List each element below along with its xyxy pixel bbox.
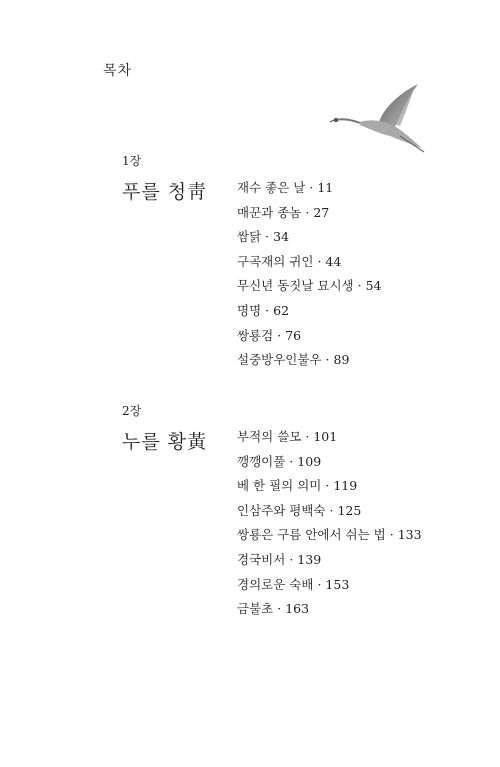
entry-page: 89 — [333, 352, 350, 368]
entry-title: 금불초 — [237, 601, 274, 617]
entry-separator: · — [265, 229, 270, 245]
entry-page: 62 — [273, 302, 290, 318]
crane-illustration — [330, 82, 425, 154]
toc-entry — [237, 274, 382, 299]
entry-title: 깽깽이풀 — [237, 453, 286, 469]
chapter-title: 누를 황黃 — [122, 431, 208, 453]
entry-title: 부적의 쓸모 — [237, 429, 302, 444]
chapter-title: 푸를 청靑 — [122, 181, 208, 203]
entry-title: 무신년 동짓날 묘시생 — [237, 278, 354, 294]
toc-entry — [237, 176, 382, 201]
entry-title: 매꾼과 종놈 — [237, 204, 302, 220]
entry-page: 133 — [397, 527, 422, 543]
toc-entry — [237, 324, 382, 349]
chapter-entries — [237, 176, 382, 373]
toc-entry — [237, 225, 382, 250]
chapter-label: 1장 — [122, 154, 142, 168]
entry-separator: · — [357, 278, 362, 294]
entry-title: 경의로운 숙배 — [237, 576, 314, 592]
toc-entry — [237, 548, 422, 573]
toc-entry — [237, 299, 382, 324]
toc-entry — [237, 250, 382, 275]
entry-title: 쌍룡검 — [237, 327, 274, 343]
toc-entry — [237, 450, 422, 475]
entry-page: 153 — [325, 576, 350, 592]
toc-entry — [237, 201, 382, 226]
entry-title: 명명 — [237, 302, 262, 318]
entry-title: 인삼주와 평백숙 — [237, 502, 326, 518]
entry-separator: · — [305, 429, 310, 444]
entry-page: 109 — [297, 453, 322, 469]
entry-separator: · — [317, 576, 322, 592]
entry-page: 44 — [325, 253, 342, 269]
entry-title: 재수 좋은 날 — [237, 180, 306, 195]
entry-page: 27 — [313, 204, 330, 220]
entry-title: 구곡재의 귀인 — [237, 253, 314, 269]
entry-title: 경국비서 — [237, 551, 286, 567]
entry-separator: · — [265, 302, 270, 318]
toc-entry — [237, 573, 422, 598]
entry-separator: · — [277, 601, 282, 617]
entry-separator: · — [325, 352, 330, 368]
entry-separator: · — [289, 453, 294, 469]
toc-entry — [237, 523, 422, 548]
entry-page: 139 — [297, 551, 322, 567]
entry-separator: · — [329, 502, 334, 518]
entry-separator: · — [289, 551, 294, 567]
chapter-entries — [237, 425, 422, 622]
entry-title: 설중방우인불우 — [237, 352, 322, 368]
entry-page: 125 — [337, 502, 362, 518]
entry-title: 베 한 필의 의미 — [237, 478, 322, 494]
entry-page: 101 — [313, 429, 338, 444]
entry-page: 34 — [273, 229, 290, 245]
entry-separator: · — [325, 478, 330, 494]
entry-separator: · — [389, 527, 394, 543]
entry-separator: · — [309, 180, 314, 195]
entry-separator: · — [305, 204, 310, 220]
entry-page: 119 — [333, 478, 358, 494]
entry-page: 54 — [365, 278, 382, 294]
entry-separator: · — [277, 327, 282, 343]
toc-entry — [237, 499, 422, 524]
entry-separator: · — [317, 253, 322, 269]
toc-entry — [237, 474, 422, 499]
entry-page: 11 — [317, 180, 334, 195]
toc-entry — [237, 597, 422, 622]
entry-title: 쌍룡은 구름 안에서 쉬는 법 — [237, 527, 386, 543]
toc-entry — [237, 348, 382, 373]
toc-entry — [237, 425, 422, 450]
entry-page: 163 — [285, 601, 310, 617]
entry-title: 쌈닭 — [237, 229, 262, 245]
entry-page: 76 — [285, 327, 302, 343]
chapter-label: 2장 — [122, 404, 142, 418]
page-title: 목차 — [103, 63, 133, 79]
